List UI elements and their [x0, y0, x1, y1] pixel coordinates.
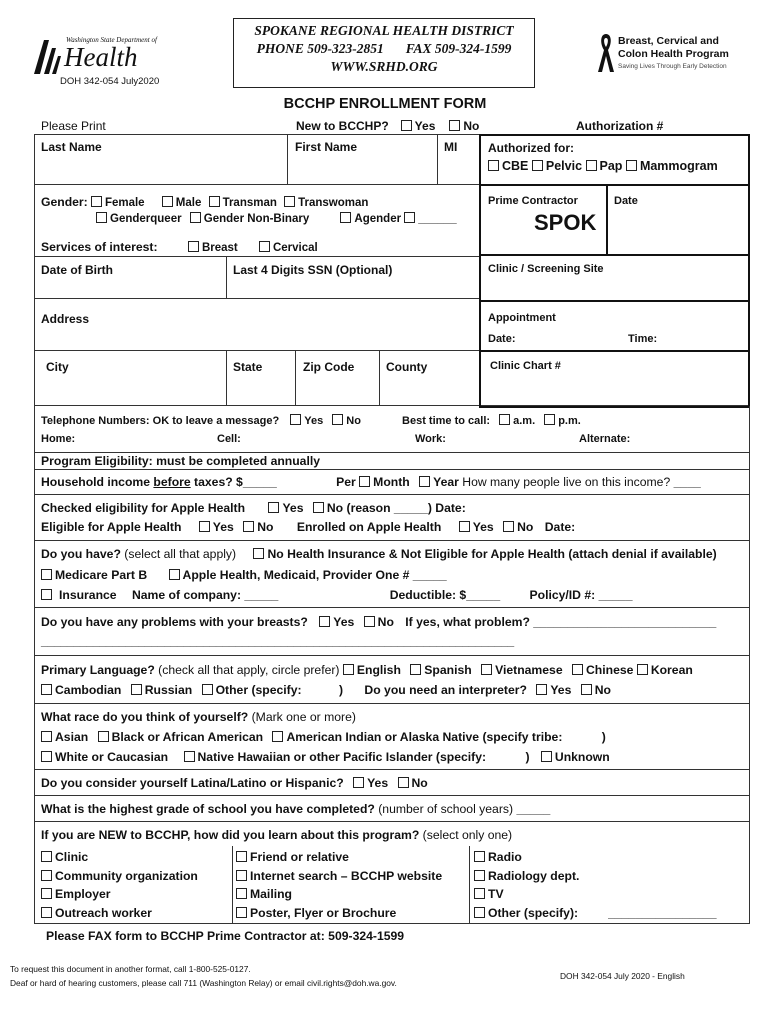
genderqueer-checkbox[interactable]	[96, 212, 107, 223]
insurance-label: Insurance	[59, 588, 117, 602]
authorized-label: Authorized for:	[488, 141, 574, 155]
asian-label: Asian	[55, 730, 89, 744]
pacific-close: )	[525, 750, 530, 764]
cambodian-label: Cambodian	[55, 683, 122, 697]
gender-row-2	[96, 212, 457, 225]
learn-checkbox[interactable]	[474, 870, 485, 881]
mi-label: MI	[444, 140, 458, 154]
learn-checkbox[interactable]	[41, 851, 52, 862]
female-checkbox[interactable]	[91, 196, 102, 207]
footer-line1: To request this document in another format, call 1-800-525-0127.	[10, 964, 251, 974]
pacific-checkbox[interactable]	[184, 751, 195, 762]
learn-option[interactable]	[474, 885, 717, 904]
breasts-line2: _________________________________________________________________________	[41, 634, 514, 648]
cbe-checkbox[interactable]	[488, 160, 499, 171]
korean-checkbox[interactable]	[637, 664, 648, 675]
new-to-bcchp	[296, 119, 479, 133]
race-row-2	[41, 730, 606, 744]
no-insurance-checkbox[interactable]	[253, 548, 264, 559]
spanish-label: Spanish	[424, 663, 472, 677]
state-label: State	[233, 360, 263, 374]
learn-option[interactable]	[41, 904, 198, 923]
breasts-q: Do you have any problems with your breasts?	[41, 615, 308, 629]
phone-row-1	[41, 414, 581, 427]
learn-checkbox[interactable]	[236, 870, 247, 881]
company-blank: _____	[244, 588, 279, 602]
divider	[34, 821, 750, 822]
learn-label: Outreach worker	[55, 905, 152, 920]
cell-label: Cell:	[217, 433, 241, 445]
doh-small-text: Washington State Department of	[66, 36, 157, 44]
learn-col-3	[474, 848, 717, 922]
pm-label: p.m.	[558, 415, 581, 427]
learn-option[interactable]	[474, 904, 717, 923]
language-other-close: )	[338, 683, 344, 697]
apple-checked-no: No	[326, 501, 344, 515]
am-checkbox[interactable]	[499, 414, 510, 425]
district-phone-fax	[234, 40, 534, 58]
cbe-label: CBE	[502, 159, 529, 173]
apple-checked-yes: Yes	[282, 501, 304, 515]
county-field[interactable]	[383, 378, 475, 404]
unknown-checkbox[interactable]	[541, 751, 552, 762]
interpreter-yes: Yes	[550, 683, 572, 697]
agender-checkbox[interactable]	[340, 212, 351, 223]
male-checkbox[interactable]	[162, 196, 173, 207]
breasts-yes-checkbox[interactable]	[319, 616, 330, 627]
interpreter-q: Do you need an interpreter?	[364, 683, 527, 697]
coverage-note: (select all that apply)	[120, 547, 237, 561]
medicaid-checkbox[interactable]	[169, 569, 180, 580]
learn-label: Employer	[55, 887, 111, 902]
appointment-label: Appointment	[488, 312, 556, 324]
income-before: before	[153, 475, 191, 489]
apple-enrolled-date: Date:	[544, 520, 576, 534]
gender-other-checkbox[interactable]	[404, 212, 415, 223]
language-note: (check all that apply, circle prefer)	[154, 663, 340, 677]
divider	[287, 134, 288, 184]
apple-enrolled-yes-checkbox[interactable]	[459, 521, 470, 532]
zip-label: Zip Code	[303, 360, 355, 374]
city-label: City	[46, 360, 69, 374]
black-checkbox[interactable]	[98, 731, 109, 742]
authorization-label: Authorization #	[576, 119, 664, 133]
learn-label: Radio	[488, 850, 522, 864]
divider	[34, 350, 479, 351]
apple-eligible-yes-checkbox[interactable]	[199, 521, 210, 532]
learn-checkbox[interactable]	[236, 907, 247, 918]
school-row	[41, 802, 550, 816]
breasts-no-checkbox[interactable]	[364, 616, 375, 627]
male-label: Male	[175, 197, 202, 209]
policy-blank: _____	[598, 588, 633, 602]
new-yes-checkbox[interactable]	[401, 120, 412, 131]
alternate-label: Alternate:	[579, 433, 631, 445]
appt-time-label: Time:	[628, 333, 658, 345]
divider	[34, 795, 750, 796]
korean-label: Korean	[650, 663, 693, 677]
message-yes-label: Yes	[304, 415, 324, 427]
pelvic-checkbox[interactable]	[532, 160, 543, 171]
pelvic-label: Pelvic	[545, 159, 583, 173]
language-other-checkbox[interactable]	[202, 684, 213, 695]
please-print: Please Print	[41, 119, 106, 133]
agender-label: Agender	[354, 213, 402, 225]
address-label: Address	[41, 312, 90, 326]
learn-label: Poster, Flyer or Brochure	[250, 905, 397, 920]
policy-label: Policy/ID #:	[529, 588, 596, 602]
hispanic-no: No	[411, 776, 428, 790]
phone-label: Telephone Numbers: OK to leave a message?	[41, 415, 280, 427]
non-binary-checkbox[interactable]	[190, 212, 201, 223]
per-label: Per	[336, 475, 356, 489]
income-post: taxes? $	[190, 475, 243, 489]
hispanic-row	[41, 776, 428, 790]
apple-enrolled-no: No	[517, 520, 534, 534]
russian-label: Russian	[144, 683, 193, 697]
learn-note: (select only one)	[419, 828, 513, 842]
white-label: White or Caucasian	[55, 750, 169, 764]
prime-value: SPOK	[534, 210, 597, 235]
learn-checkbox[interactable]	[236, 888, 247, 899]
district-name: SPOKANE REGIONAL HEALTH DISTRICT	[254, 23, 514, 38]
coverage-row-3	[41, 588, 632, 602]
english-checkbox[interactable]	[343, 664, 354, 675]
message-yes-checkbox[interactable]	[290, 414, 301, 425]
spanish-checkbox[interactable]	[410, 664, 421, 675]
apple-checked-no-checkbox[interactable]	[313, 502, 324, 513]
clinic-site-label: Clinic / Screening Site	[488, 263, 604, 275]
hispanic-no-checkbox[interactable]	[398, 777, 409, 788]
learn-col-1	[41, 848, 198, 922]
learn-label: Friend or relative	[250, 850, 349, 864]
learn-option[interactable]	[474, 848, 717, 867]
vietnamese-checkbox[interactable]	[481, 664, 492, 675]
race-q: What race do you think of yourself?	[41, 710, 249, 724]
program-line2: Colon Health Program	[618, 48, 729, 60]
learn-option[interactable]	[236, 867, 442, 886]
month-checkbox[interactable]	[359, 476, 370, 487]
district-website: WWW.SRHD.ORG	[330, 59, 438, 74]
language-row-1	[41, 663, 693, 677]
transman-checkbox[interactable]	[209, 196, 220, 207]
race-row-3	[41, 750, 610, 764]
first-name-field[interactable]	[290, 156, 434, 182]
medicaid-label: Apple Health, Medicaid, Provider One #	[182, 568, 410, 582]
mammogram-label: Mammogram	[639, 159, 718, 173]
unknown-label: Unknown	[554, 750, 610, 764]
black-label: Black or African American	[111, 730, 264, 744]
learn-option[interactable]	[236, 848, 442, 867]
hispanic-yes: Yes	[367, 776, 389, 790]
apple-enrolled-yes: Yes	[472, 520, 494, 534]
breasts-yes: Yes	[333, 615, 355, 629]
new-yes-label: Yes	[414, 119, 436, 133]
ssn-field[interactable]	[230, 278, 475, 296]
genderqueer-label: Genderqueer	[110, 213, 182, 225]
year-label: Year	[433, 475, 459, 489]
native-close: )	[601, 730, 606, 744]
county-label: County	[386, 360, 428, 374]
prime-date-label: Date	[614, 195, 638, 207]
russian-checkbox[interactable]	[131, 684, 142, 695]
apple-eligible-no-checkbox[interactable]	[243, 521, 254, 532]
divider	[34, 452, 750, 453]
income-pre: Household income	[41, 475, 154, 489]
learn-label: Clinic	[55, 850, 89, 864]
language-q: Primary Language?	[41, 663, 155, 677]
female-label: Female	[104, 197, 145, 209]
last-name-label: Last Name	[41, 140, 102, 154]
transwoman-label: Transwoman	[298, 197, 369, 209]
learn-q: If you are NEW to BCCHP, how did you learn about this program?	[41, 828, 420, 842]
divider	[34, 298, 479, 299]
income-row	[41, 475, 701, 489]
interpreter-no: No	[594, 683, 611, 697]
cervical-label: Cervical	[272, 242, 318, 254]
divider	[34, 655, 750, 656]
learn-label: Internet search – BCCHP website	[250, 868, 443, 883]
hispanic-yes-checkbox[interactable]	[353, 777, 364, 788]
apple-enrolled-no-checkbox[interactable]	[503, 521, 514, 532]
gender-label: Gender:	[41, 195, 88, 209]
language-other-label: Other (specify:	[215, 683, 302, 697]
new-no-label: No	[463, 119, 480, 133]
divider	[226, 256, 227, 298]
apple-eligible-yes: Yes	[212, 520, 234, 534]
apple-row-1	[41, 501, 466, 515]
white-checkbox[interactable]	[41, 751, 52, 762]
medicare-label: Medicare Part B	[55, 568, 148, 582]
learn-checkbox[interactable]	[474, 907, 485, 918]
divider	[232, 846, 233, 924]
work-label: Work:	[415, 433, 446, 445]
divider	[379, 350, 380, 406]
pacific-label: Native Hawaiian or other Pacific Islander (specify:	[197, 750, 487, 764]
district-box	[233, 18, 535, 88]
how-many-label: How many people live on this income?	[462, 475, 671, 489]
learn-label: Other (specify):	[488, 905, 579, 920]
divider	[34, 469, 750, 470]
race-row-1	[41, 710, 356, 724]
learn-checkbox[interactable]	[41, 870, 52, 881]
transman-label: Transman	[222, 197, 277, 209]
last-name-field[interactable]	[36, 156, 284, 182]
how-many-blank: ____	[673, 475, 701, 489]
breast-checkbox[interactable]	[188, 241, 199, 252]
chinese-label: Chinese	[586, 663, 634, 677]
language-row-2	[41, 683, 611, 697]
gender-other-blank: ______	[418, 213, 457, 225]
divider	[34, 256, 479, 257]
apple-checked-label: Checked eligibility for Apple Health	[41, 501, 246, 515]
learn-checkbox[interactable]	[474, 851, 485, 862]
interpreter-yes-checkbox[interactable]	[536, 684, 547, 695]
coverage-row-2	[41, 568, 447, 582]
apple-checked-yes-checkbox[interactable]	[268, 502, 279, 513]
pm-checkbox[interactable]	[544, 414, 555, 425]
vietnamese-label: Vietnamese	[495, 663, 563, 677]
apple-reason: (reason _____)	[346, 501, 432, 515]
learn-option[interactable]	[474, 867, 717, 886]
apple-date-label: Date:	[435, 501, 466, 515]
learn-option[interactable]	[236, 904, 442, 923]
school-q: What is the highest grade of school you have completed?	[41, 802, 375, 816]
learn-option[interactable]	[41, 867, 198, 886]
address-field[interactable]	[36, 328, 476, 348]
english-label: English	[356, 663, 401, 677]
footer-line2: Deaf or hard of hearing customers, please call 711 (Washington Relay) or email civil.rights@doh.wa.gov.	[10, 978, 397, 988]
apple-enrolled-label: Enrolled on Apple Health	[296, 520, 442, 534]
coverage-row-1	[41, 547, 717, 561]
school-note: (number of school years)	[374, 802, 514, 816]
transwoman-checkbox[interactable]	[284, 196, 295, 207]
divider	[34, 769, 750, 770]
message-no-checkbox[interactable]	[332, 414, 343, 425]
authorized-options	[488, 159, 718, 173]
learn-checkbox[interactable]	[41, 888, 52, 899]
divider	[34, 184, 479, 185]
apple-eligible-label: Eligible for Apple Health	[41, 520, 182, 534]
breasts-row	[41, 615, 716, 629]
learn-row	[41, 828, 512, 842]
medicaid-blank: _____	[412, 568, 447, 582]
cambodian-checkbox[interactable]	[41, 684, 52, 695]
services-label: Services of interest:	[41, 240, 158, 254]
pap-label: Pap	[599, 159, 623, 173]
no-insurance-label: No Health Insurance & Not Eligible for Apple Health (attach denial if available)	[267, 547, 717, 561]
new-no-checkbox[interactable]	[449, 120, 460, 131]
program-logo	[596, 32, 756, 76]
doh-logo-icon	[30, 34, 68, 78]
chart-label: Clinic Chart #	[490, 360, 561, 372]
breasts-no: No	[377, 615, 394, 629]
native-label: American Indian or Alaska Native (specify tribe:	[286, 730, 563, 744]
city-field[interactable]	[36, 378, 222, 404]
new-to-label: New to BCCHP?	[296, 119, 389, 133]
learn-other-blank: ________________	[608, 905, 717, 920]
state-field[interactable]	[230, 378, 292, 404]
divider	[295, 350, 296, 406]
program-tagline: Saving Lives Through Early Detection	[618, 63, 727, 70]
apple-row-2	[41, 520, 575, 534]
cervical-checkbox[interactable]	[259, 241, 270, 252]
divider	[469, 846, 470, 924]
form-title: BCCHP ENROLLMENT FORM	[283, 96, 487, 112]
divider	[34, 494, 750, 495]
zip-field[interactable]	[299, 378, 376, 404]
divider	[34, 703, 750, 704]
breast-label: Breast	[201, 242, 238, 254]
chinese-checkbox[interactable]	[572, 664, 583, 675]
learn-col-2	[236, 848, 442, 922]
prime-label: Prime Contractor	[488, 195, 578, 207]
non-binary-label: Gender Non-Binary	[203, 213, 310, 225]
eligibility-heading: Program Eligibility: must be completed annually	[41, 454, 321, 468]
income-blank: _____	[242, 475, 277, 489]
year-checkbox[interactable]	[419, 476, 430, 487]
divider	[437, 134, 438, 184]
learn-label: Radiology dept.	[488, 868, 580, 883]
breasts-blank: ___________________________	[533, 615, 717, 629]
hispanic-q: Do you consider yourself Latina/Latino or Hispanic?	[41, 776, 344, 790]
divider	[226, 350, 227, 406]
learn-checkbox[interactable]	[236, 851, 247, 862]
message-no-label: No	[346, 415, 361, 427]
services-row	[41, 238, 318, 256]
dob-label: Date of Birth	[41, 263, 113, 277]
mi-field[interactable]	[440, 156, 476, 182]
doh-logo	[30, 28, 170, 80]
apple-eligible-no: No	[257, 520, 274, 534]
breasts-what: If yes, what problem?	[405, 615, 530, 629]
gender-row-1	[41, 195, 368, 209]
learn-label: Mailing	[250, 887, 292, 902]
native-checkbox[interactable]	[272, 731, 283, 742]
learn-checkbox[interactable]	[474, 888, 485, 899]
appointment-box	[479, 302, 750, 352]
month-label: Month	[373, 475, 410, 489]
learn-label: TV	[488, 887, 504, 902]
interpreter-no-checkbox[interactable]	[581, 684, 592, 695]
divider	[34, 540, 750, 541]
deductible-blank: _____	[466, 588, 501, 602]
dob-field[interactable]	[36, 278, 222, 296]
learn-option[interactable]	[41, 848, 198, 867]
district-fax: FAX 509-324-1599	[405, 41, 512, 56]
home-label: Home:	[41, 433, 76, 445]
learn-option[interactable]	[41, 885, 198, 904]
divider	[34, 607, 750, 608]
doc-code-top: DOH 342-054 July2020	[60, 76, 160, 87]
learn-label: Community organization	[55, 868, 198, 883]
first-name-label: First Name	[295, 140, 358, 154]
divider	[606, 186, 608, 254]
program-line1: Breast, Cervical and	[618, 35, 719, 47]
appt-date-label: Date:	[488, 333, 516, 345]
company-label: Name of company:	[131, 588, 242, 602]
am-label: a.m.	[513, 415, 536, 427]
mammogram-checkbox[interactable]	[626, 160, 637, 171]
footer-code: DOH 342-054 July 2020 - English	[560, 971, 685, 981]
deductible-label: Deductible: $	[389, 588, 467, 602]
learn-checkbox[interactable]	[41, 907, 52, 918]
race-note: (Mark one or more)	[248, 710, 356, 724]
health-word: Health	[64, 42, 138, 72]
ssn-label: Last 4 Digits SSN (Optional)	[233, 263, 393, 277]
best-time-label: Best time to call:	[402, 415, 491, 427]
district-phone: PHONE 509-323-2851	[256, 41, 384, 56]
ribbon-icon	[596, 32, 616, 74]
pap-checkbox[interactable]	[586, 160, 597, 171]
asian-checkbox[interactable]	[41, 731, 52, 742]
medicare-checkbox[interactable]	[41, 569, 52, 580]
fax-line: Please FAX form to BCCHP Prime Contractor at: 509-324-1599	[46, 929, 405, 943]
coverage-q: Do you have?	[41, 547, 121, 561]
insurance-checkbox[interactable]	[41, 589, 52, 600]
learn-option[interactable]	[236, 885, 442, 904]
school-blank: _____	[516, 802, 551, 816]
